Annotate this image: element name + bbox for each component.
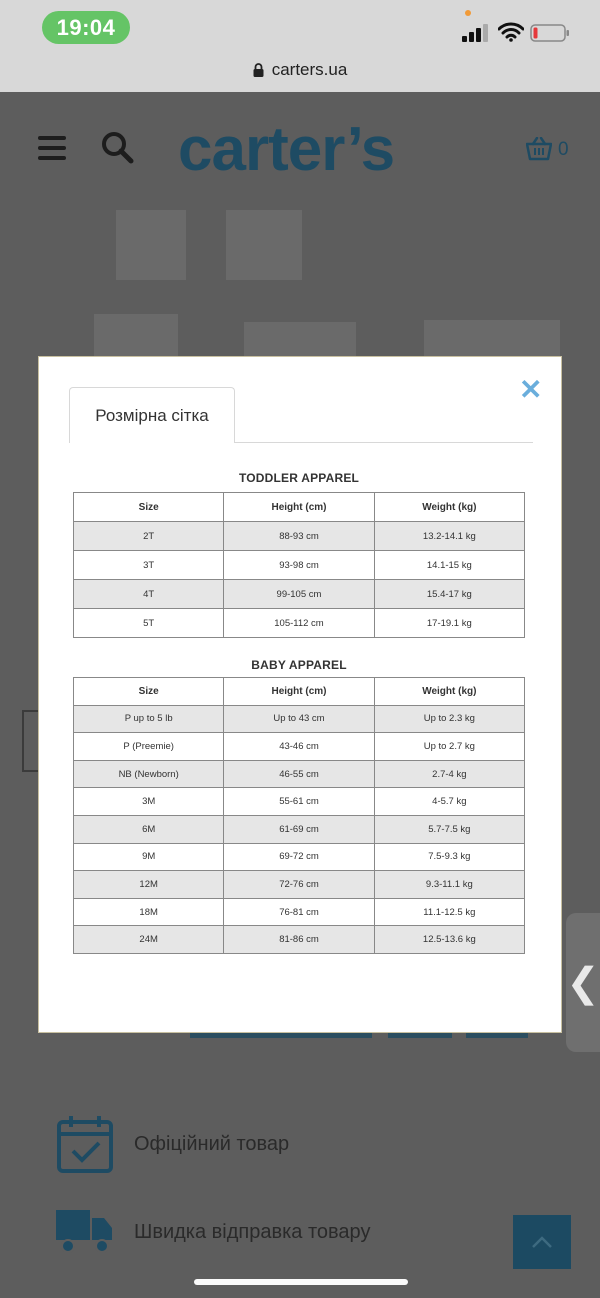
size-chart-modal (38, 356, 562, 1033)
column-header: Weight (kg) (374, 493, 524, 522)
status-bar (0, 0, 600, 92)
table-cell: 3M (74, 788, 224, 816)
battery-low-icon (530, 24, 570, 42)
table-header-row (74, 493, 525, 522)
table-row (74, 733, 525, 761)
table-cell: 11.1-12.5 kg (374, 898, 524, 926)
table-row (74, 898, 525, 926)
table-cell: 24M (74, 926, 224, 954)
table-cell: 14.1-15 kg (374, 551, 524, 580)
table-cell: P up to 5 lb (74, 705, 224, 733)
url-domain: carters.ua (271, 60, 348, 79)
toddler-title: TODDLER APPAREL (238, 471, 360, 485)
table-cell: 81-86 cm (224, 926, 374, 954)
table-row (74, 522, 525, 551)
product-thumbnail (116, 210, 186, 280)
column-header: Weight (kg) (374, 678, 524, 706)
table-row (74, 815, 525, 843)
table-cell: Up to 43 cm (224, 705, 374, 733)
table-cell: 93-98 cm (224, 551, 374, 580)
cart-icon[interactable] (526, 137, 552, 161)
mic-indicator-icon (465, 10, 471, 16)
search-icon[interactable] (100, 130, 134, 164)
baby-size-table (73, 677, 525, 954)
table-cell: 76-81 cm (224, 898, 374, 926)
cart-count: 0 (558, 139, 569, 160)
site-logo[interactable]: carter’s (178, 115, 395, 184)
table-cell: 18M (74, 898, 224, 926)
scroll-to-top-button[interactable] (513, 1215, 571, 1269)
table-row (74, 843, 525, 871)
column-header: Height (cm) (224, 678, 374, 706)
table-cell: 12M (74, 871, 224, 899)
table-cell: 9M (74, 843, 224, 871)
table-cell: 99-105 cm (224, 580, 374, 609)
product-thumbnail (244, 322, 356, 358)
table-cell: 55-61 cm (224, 788, 374, 816)
wifi-icon (498, 22, 524, 42)
column-header: Size (74, 493, 224, 522)
table-cell: 5T (74, 609, 224, 638)
calendar-check-icon (56, 1114, 114, 1174)
table-cell: 9.3-11.1 kg (374, 871, 524, 899)
column-header: Size (74, 678, 224, 706)
table-cell: 61-69 cm (224, 815, 374, 843)
table-cell: 7.5-9.3 kg (374, 843, 524, 871)
table-row (74, 705, 525, 733)
table-header-row (74, 678, 525, 706)
status-time: 19:04 (42, 11, 130, 44)
table-cell: 69-72 cm (224, 843, 374, 871)
menu-icon[interactable] (38, 136, 66, 160)
cellular-signal-icon (462, 24, 488, 42)
table-row (74, 580, 525, 609)
table-cell: 15.4-17 kg (374, 580, 524, 609)
table-cell: 72-76 cm (224, 871, 374, 899)
table-cell: 4-5.7 kg (374, 788, 524, 816)
home-indicator (194, 1279, 408, 1285)
table-cell: 43-46 cm (224, 733, 374, 761)
product-thumbnail (424, 320, 560, 360)
feature-shipping-text: Швидка відправка товару (134, 1220, 371, 1243)
table-cell: 2T (74, 522, 224, 551)
feature-official-text: Офіційний товар (134, 1132, 290, 1155)
table-row (74, 788, 525, 816)
table-cell: Up to 2.3 kg (374, 705, 524, 733)
toddler-size-table (73, 492, 525, 638)
table-cell: 3T (74, 551, 224, 580)
tab-size-chart[interactable]: Розмірна сітка (69, 387, 235, 443)
baby-title: BABY APPAREL (251, 658, 347, 672)
table-row (74, 926, 525, 954)
table-cell: NB (Newborn) (74, 760, 224, 788)
table-cell: 13.2-14.1 kg (374, 522, 524, 551)
feature-official (56, 1114, 289, 1174)
table-row (74, 871, 525, 899)
table-cell: 12.5-13.6 kg (374, 926, 524, 954)
truck-icon (56, 1210, 114, 1254)
product-thumbnail (226, 210, 302, 280)
table-cell: 4T (74, 580, 224, 609)
feature-shipping (56, 1210, 370, 1254)
lock-icon (253, 63, 264, 77)
table-cell: 17-19.1 kg (374, 609, 524, 638)
chevron-up-icon (531, 1235, 553, 1249)
table-cell: 5.7-7.5 kg (374, 815, 524, 843)
table-row (74, 551, 525, 580)
table-cell: 105-112 cm (224, 609, 374, 638)
table-row (74, 609, 525, 638)
chevron-left-icon[interactable]: ❮ (566, 913, 600, 1052)
close-icon[interactable]: ✕ (519, 374, 543, 405)
address-bar[interactable] (0, 56, 600, 84)
table-cell: 46-55 cm (224, 760, 374, 788)
table-cell: P (Preemie) (74, 733, 224, 761)
table-cell: 2.7-4 kg (374, 760, 524, 788)
table-row (74, 760, 525, 788)
table-cell: 88-93 cm (224, 522, 374, 551)
table-cell: Up to 2.7 kg (374, 733, 524, 761)
table-cell: 6M (74, 815, 224, 843)
product-thumbnail (94, 314, 178, 358)
column-header: Height (cm) (224, 493, 374, 522)
